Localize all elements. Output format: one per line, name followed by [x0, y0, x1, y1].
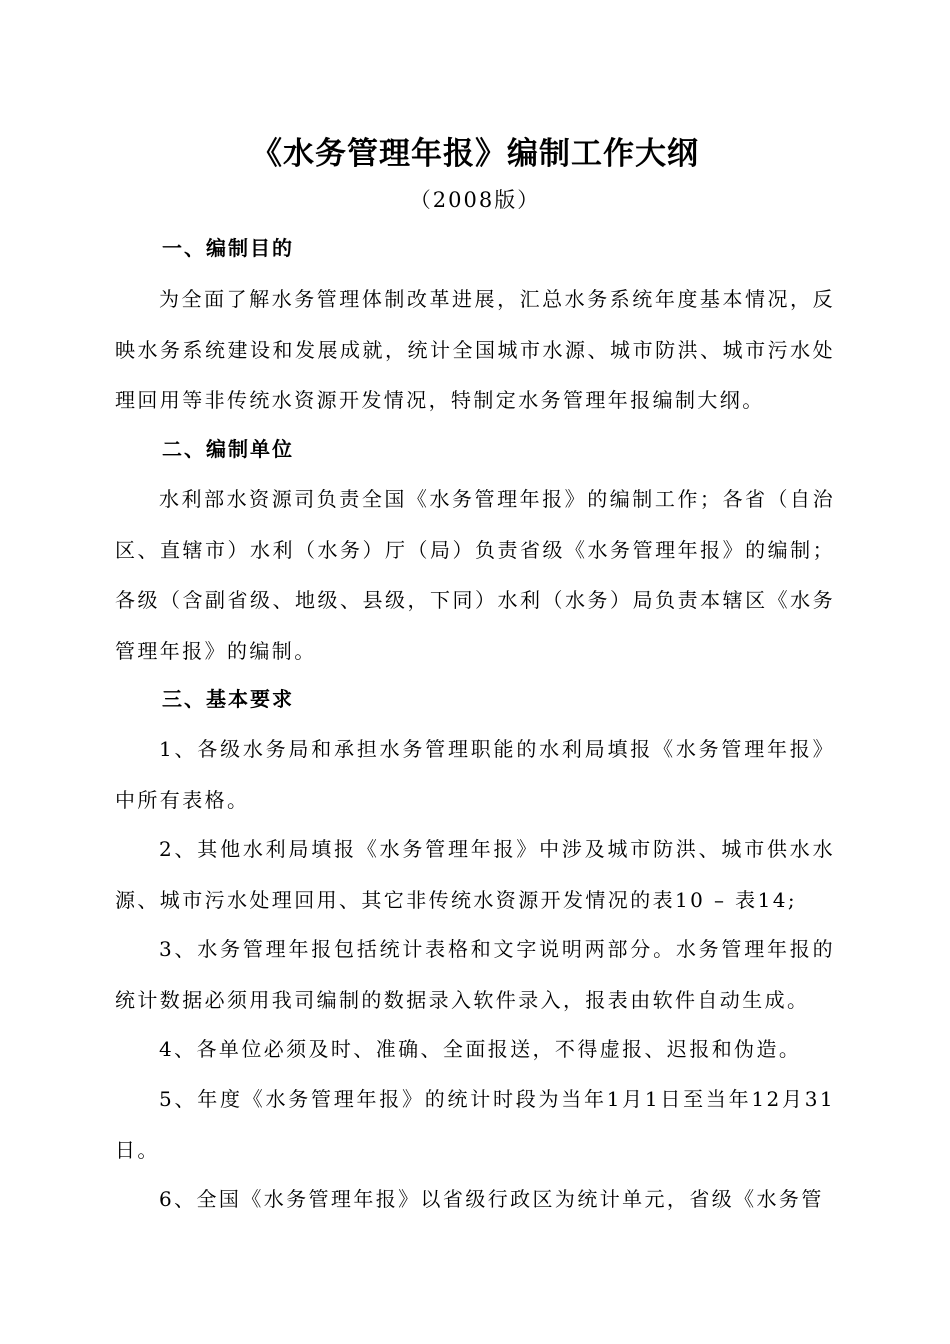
section-paragraph-units: 水利部水资源司负责全国《水务管理年报》的编制工作；各省（自治区、直辖市）水利（水务）厅（局）负责省级《水务管理年报》的编制；各级（含副省级、地级、县级，下同）水利（水务）局负责本辖区《水务管理年报》的编制。: [115, 487, 835, 663]
document-edition: （2008版）: [409, 188, 541, 212]
section-paragraph-purpose: 为全面了解水务管理体制改革进展，汇总水务系统年度基本情况，反映水务系统建设和发展成就，统计全国城市水源、城市防洪、城市污水处理回用等非传统水资源开发情况，特制定水务管理年报编制大纲。: [115, 287, 835, 412]
section-heading-units: 二、编制单位: [162, 437, 294, 461]
requirement-item-4: 4、各单位必须及时、准确、全面报送，不得虚报、迟报和伪造。: [159, 1037, 802, 1061]
requirement-item-6: 6、全国《水务管理年报》以省级行政区为统计单元，省级《水务管: [159, 1187, 824, 1211]
section-heading-purpose: 一、编制目的: [162, 236, 294, 260]
document-title: 《水务管理年报》编制工作大纲: [251, 136, 699, 172]
requirement-item-3: 3、水务管理年报包括统计表格和文字说明两部分。水务管理年报的统计数据必须用我司编制的数据录入软件录入，报表由软件自动生成。: [115, 937, 835, 1012]
requirement-item-1: 1、各级水务局和承担水务管理职能的水利局填报《水务管理年报》中所有表格。: [115, 737, 835, 812]
requirement-item-5: 5、年度《水务管理年报》的统计时段为当年1月1日至当年12月31日。: [115, 1087, 835, 1162]
requirement-item-2: 2、其他水利局填报《水务管理年报》中涉及城市防洪、城市供水水源、城市污水处理回用、其它非传统水资源开发情况的表10 – 表14;: [115, 837, 835, 912]
section-heading-requirements: 三、基本要求: [162, 687, 294, 711]
